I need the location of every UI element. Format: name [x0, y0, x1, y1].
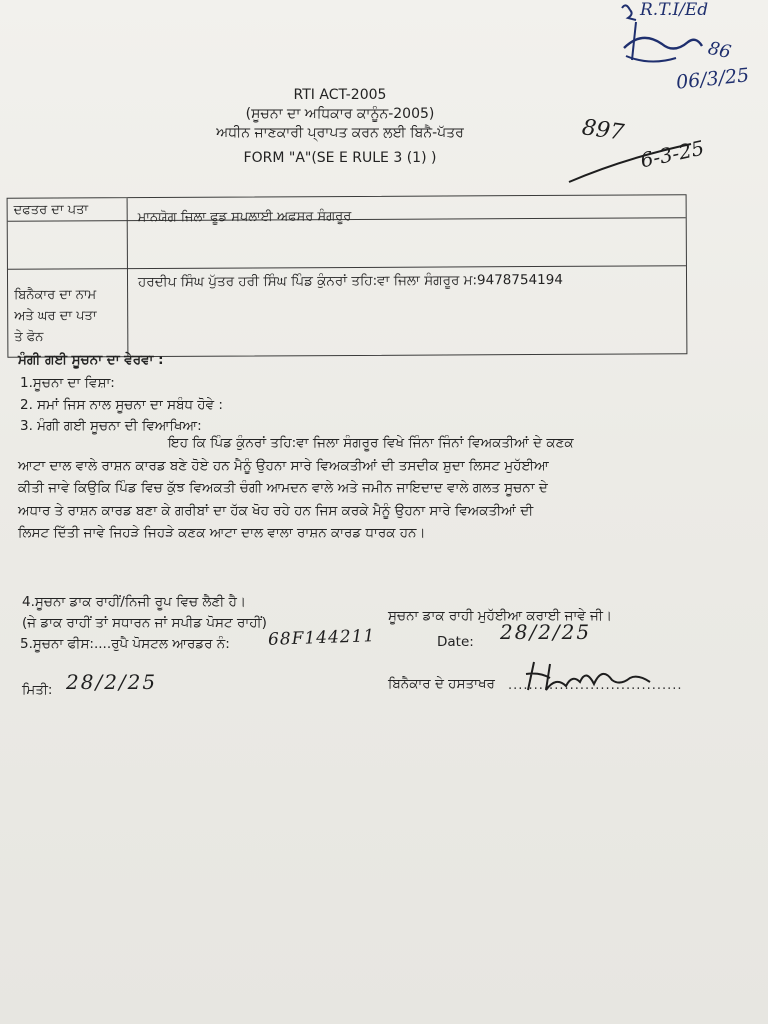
applicant-value: ਹਰਦੀਪ ਸਿੰਘ ਪੁੱਤਰ ਹਰੀ ਸਿੰਘ ਪਿੰਡ ਕੁੰਨਰਾਂ ਤਹਿ:ਵਾ ਜਿਲਾ ਸੰਗਰੂਰ ਮ:9478754194	[137, 271, 563, 291]
office-label: ਦਫਤਰ ਦਾ ਪਤਾ	[13, 202, 89, 218]
details-item-3: 3. ਮੰਗੀ ਗਈ ਸੂਚਨਾ ਦੀ ਵਿਆਖਿਆ:	[20, 418, 202, 434]
applicant-signature	[520, 656, 660, 698]
applicant-label-line2: ਅਤੇ ਘਰ ਦਾ ਪਤਾ	[14, 308, 97, 324]
postal-order-number: 68F144211	[267, 626, 376, 650]
delivery-mode-note: (ਜੇ ਡਾਕ ਰਾਹੀਂ ਤਾਂ ਸਧਾਰਨ ਜਾਂ ਸਪੀਡ ਪੋਸਟ ਰਾਹੀਂ)	[22, 615, 267, 631]
miti-label: ਮਿਤੀ:	[22, 682, 53, 698]
details-heading: ਮੰਗੀ ਗਈ ਸੂਚਨਾ ਦਾ ਵੇਰਵਾ :	[18, 352, 164, 368]
receipt-strike	[565, 138, 695, 188]
header-title: RTI ACT-2005	[293, 87, 387, 103]
applicant-info-table	[7, 194, 688, 358]
header-form-heading: ਅਧੀਨ ਜਾਣਕਾਰੀ ਪ੍ਰਾਪਤ ਕਰਨ ਲਈ ਬਿਨੈ-ਪੱਤਰ	[216, 125, 464, 141]
date-label: Date:	[437, 634, 474, 650]
header-form-rule: FORM "A"(SE E RULE 3 (1) )	[243, 150, 437, 166]
signature-dots: ..................................	[508, 678, 683, 693]
paragraph-line: ਅਧਾਰ ਤੇ ਰਾਸ਼ਨ ਕਾਰਡ ਬਣਾ ਕੇ ਗਰੀਬਾਂ ਦਾ ਹੱਕ ਖੋਹ ਰਹੇ ਹਨ ਜਿਸ ਕਰਕੇ ਮੈਨੂੰ ਉਹਨਾ ਸਾਰੇ ਵਿਅਕਤੀਆਂ ਦੀ	[18, 502, 534, 519]
receipt-number: 897	[580, 115, 626, 146]
receipt-date: 6-3-25	[638, 135, 707, 173]
details-paragraph	[18, 432, 682, 545]
applicant-label-line3: ਤੇ ਫੋਨ	[14, 329, 44, 345]
office-value: ਮਾਨਯੋਗ ਜਿਲਾ ਫੂਡ ਸਪਲਾਈ ਅਫਸਰ ਸੰਗਰੂਰ	[137, 208, 352, 226]
table-divider-vertical	[127, 198, 129, 356]
table-divider-2	[8, 265, 686, 270]
stamp-date: 06/3/25	[675, 64, 751, 94]
paragraph-line: ਕੀਤੀ ਜਾਵੇ ਕਿਉਕਿ ਪਿੰਡ ਵਿਚ ਕੁੱਝ ਵਿਅਕਤੀ ਚੰਗੀ ਆਮਦਨ ਵਾਲੇ ਅਤੇ ਜਮੀਨ ਜਾਇਦਾਦ ਵਾਲੇ ਗਲਤ ਸੂਚਨਾ ਦੇ	[18, 480, 548, 496]
delivery-mode: 4.ਸੂਚਨਾ ਡਾਕ ਰਾਹੀਂ/ਨਿਜੀ ਰੂਪ ਵਿਚ ਲੈਣੀ ਹੈ।	[22, 594, 246, 610]
paragraph-line: ਆਟਾ ਦਾਲ ਵਾਲੇ ਰਾਸ਼ਨ ਕਾਰਡ ਬਣੇ ਹੋਏ ਹਨ ਮੈਨੂੰ ਉਹਨਾ ਸਾਰੇ ਵਿਅਕਤੀਆਂ ਦੀ ਤਸਦੀਕ ਸ਼ੁਦਾ ਲਿਸਟ ਮੁਹੱਈਆ	[18, 457, 549, 474]
delivery-request: ਸੂਚਨਾ ਡਾਕ ਰਾਹੀ ਮੁਹੱਈਆ ਕਰਾਈ ਜਾਵੇ ਜੀ।	[388, 608, 613, 624]
paragraph-line: ਲਿਸਟ ਦਿੱਤੀ ਜਾਵੇ ਜਿਹੜੇ ਜਿਹੜੇ ਕਣਕ ਆਟਾ ਦਾਲ ਵਾਲਾ ਰਾਸ਼ਨ ਕਾਰਡ ਧਾਰਕ ਹਨ।	[18, 525, 426, 541]
stamp-signature-num: 86	[706, 37, 733, 64]
details-item-1: 1.ਸੂਚਨਾ ਦਾ ਵਿਸ਼ਾ:	[20, 375, 115, 391]
details-item-2: 2. ਸਮਾਂ ਜਿਸ ਨਾਲ ਸੂਚਨਾ ਦਾ ਸਬੰਧ ਹੋਵੇ :	[20, 397, 223, 413]
signature-label: ਬਿਨੈਕਾਰ ਦੇ ਹਸਤਾਖਰ	[388, 676, 495, 692]
date-value: 28/2/25	[500, 620, 592, 644]
fee-label: 5.ਸੂਚਨਾ ਫੀਸ:....ਰੁਪੈ ਪੋਸਟਲ ਆਰਡਰ ਨੰ:	[20, 636, 230, 652]
miti-value: 28/2/25	[66, 670, 158, 694]
paragraph-line: ਇਹ ਕਿ ਪਿੰਡ ਕੁੰਨਰਾਂ ਤਹਿ:ਵਾ ਜਿਲਾ ਸੰਗਰੂਰ ਵਿਖੇ ਜਿੰਨਾ ਜਿੰਨਾਂ ਵਿਅਕਤੀਆਂ ਦੇ ਕਣਕ	[168, 435, 574, 451]
applicant-label-line1: ਬਿਨੈਕਾਰ ਦਾ ਨਾਮ	[14, 287, 97, 303]
header-subtitle: (ਸੂਚਨਾ ਦਾ ਅਧਿਕਾਰ ਕਾਨੂੰਨ-2005)	[245, 106, 435, 122]
stamp-ref: R.T.I/Ed	[640, 0, 709, 20]
